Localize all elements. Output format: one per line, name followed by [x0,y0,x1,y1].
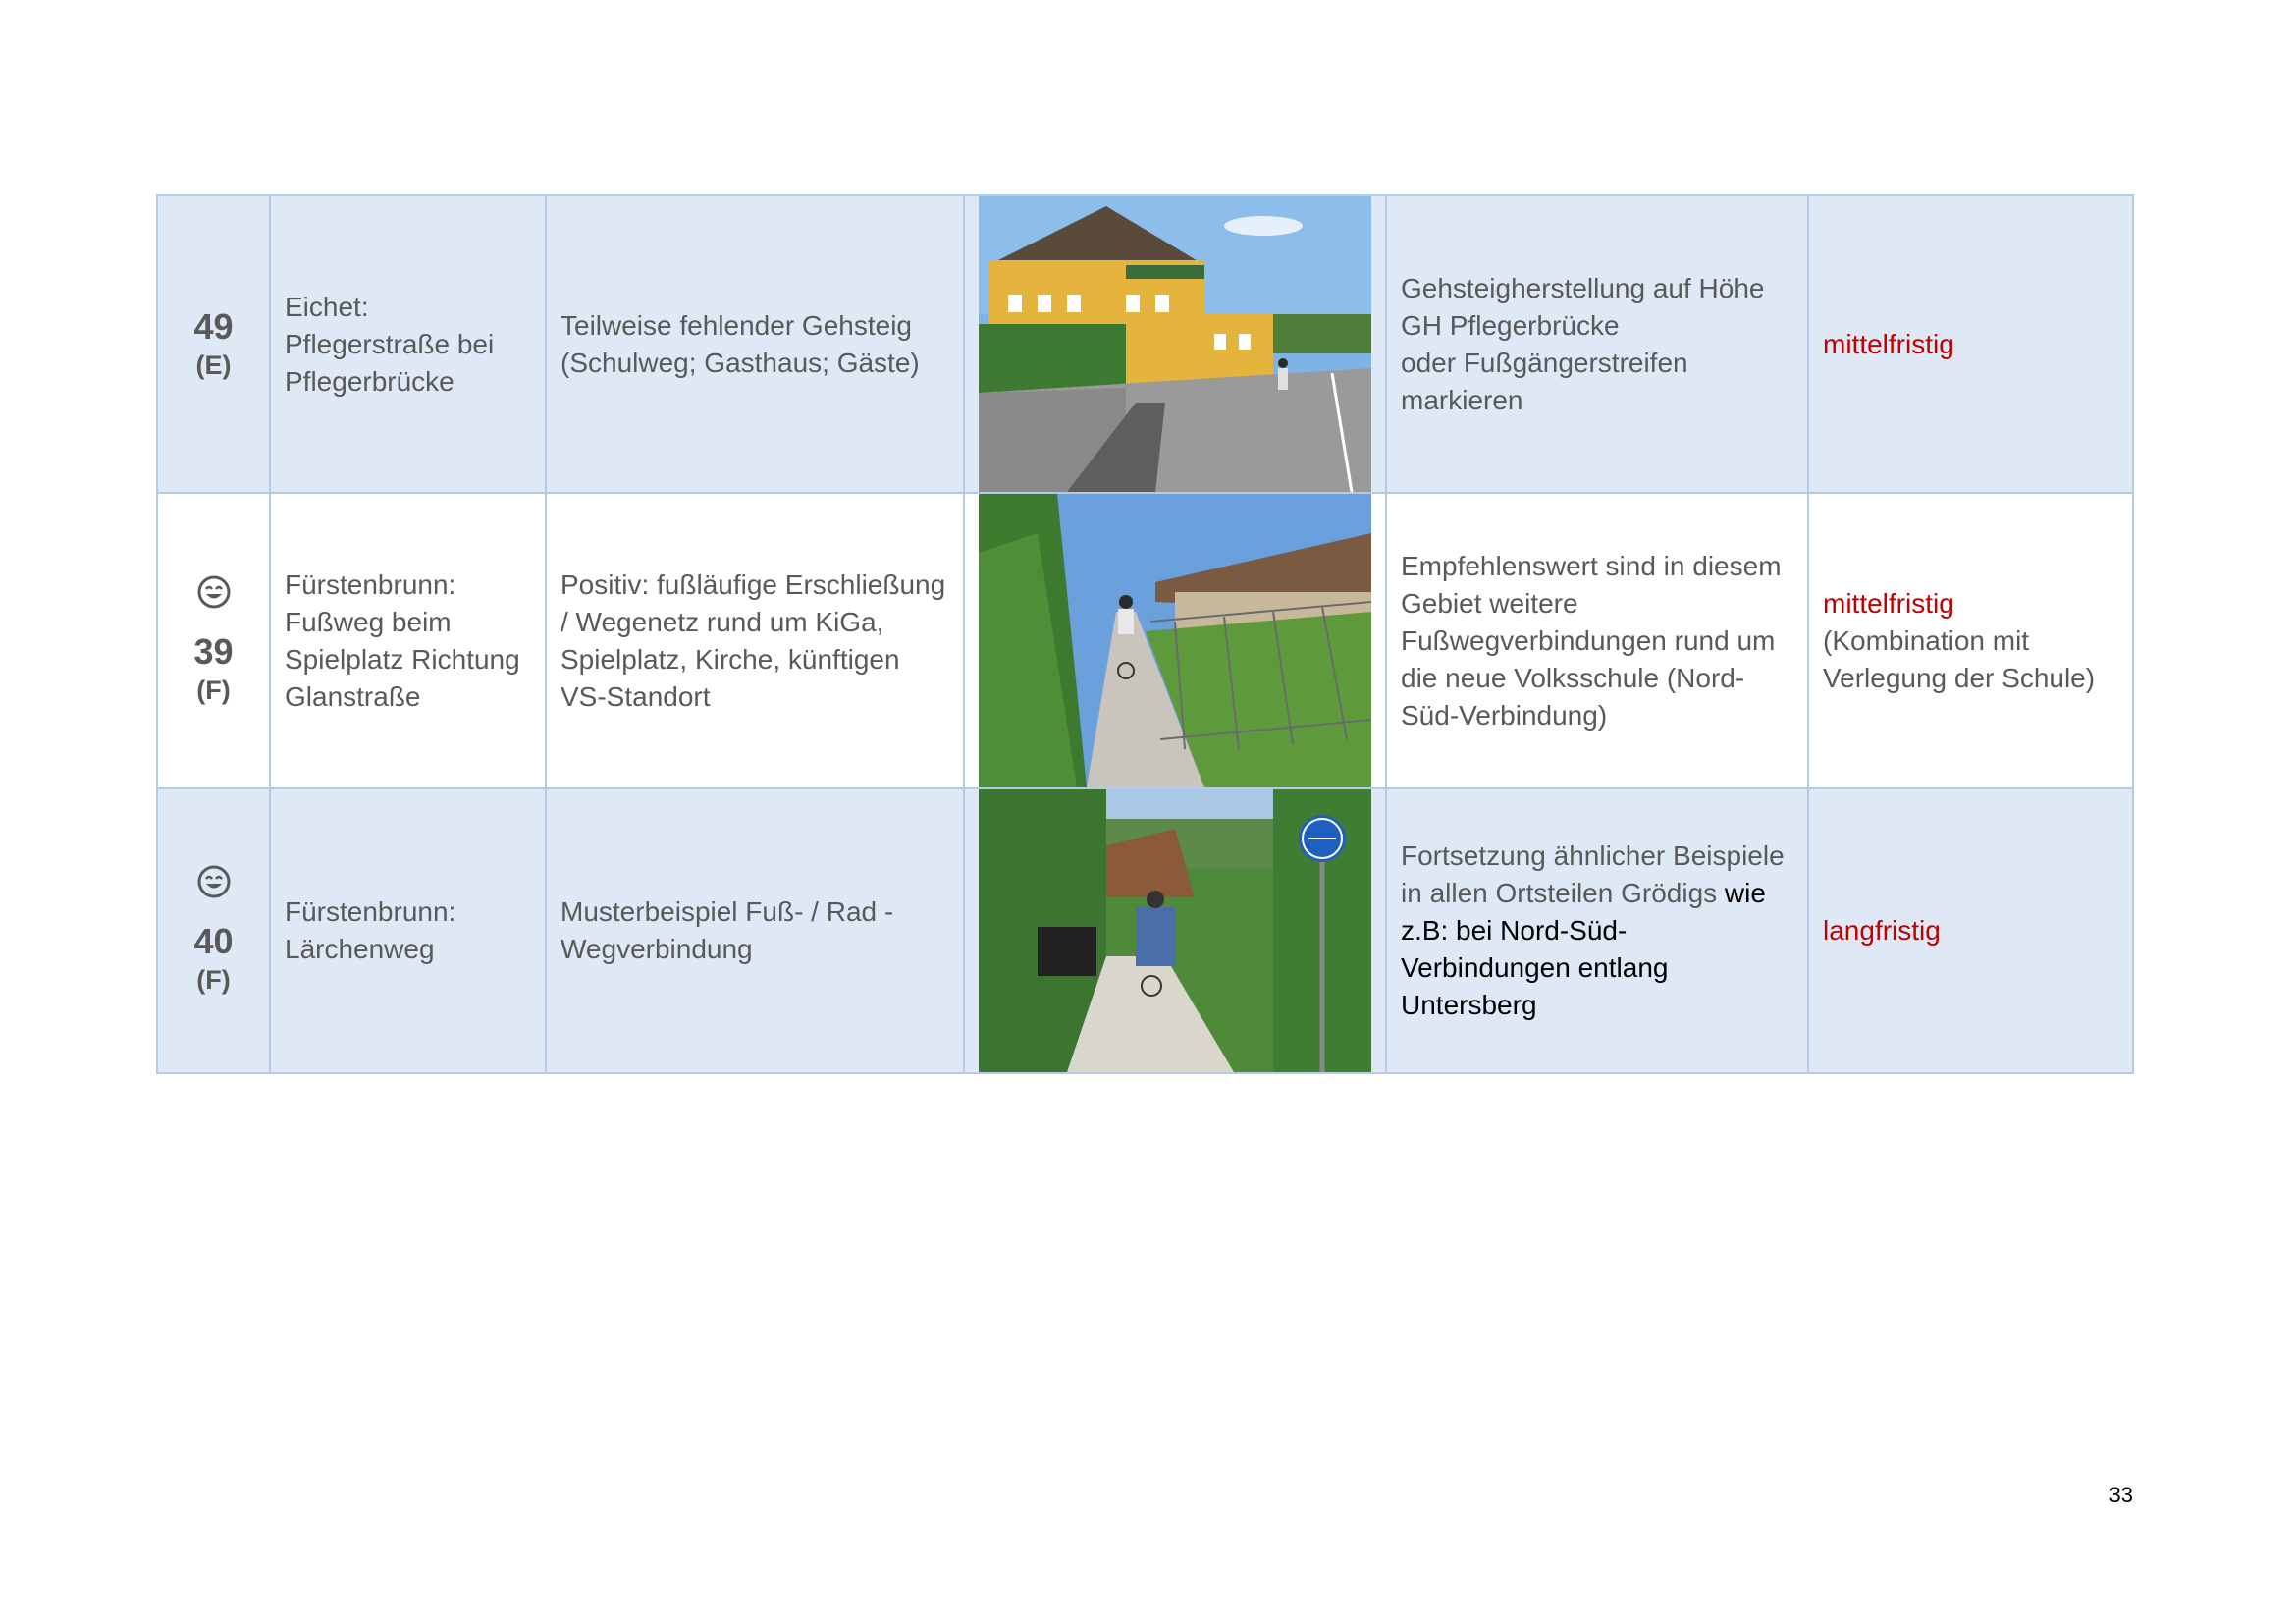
measure-line: Fortsetzung ähnlicher Beispiele [1401,840,1785,871]
location-line: Fußweg beim [285,606,452,637]
location-cell [270,493,546,788]
location-line: Lärchenweg [285,934,435,964]
photo-cell [964,788,1386,1073]
row-category: (F) [196,965,231,995]
number-cell [157,195,270,493]
photo-footpath-with-cyclist-icon [979,494,1371,787]
row-number: 40 [193,921,234,961]
measure-line: GH Pflegerbrücke [1401,309,1620,341]
timeframe-cell [1808,195,2133,493]
issue-line: / Wegenetz rund um KiGa, [561,606,884,637]
timeframe-label: mittelfristig [1823,587,1954,619]
measure-line: oder Fußgängerstreifen [1401,347,1688,378]
table-row [157,195,2133,493]
measures-table [156,194,2134,1074]
measure-line: Fußwegverbindungen rund um [1401,624,1776,656]
measure-cell [1386,788,1808,1073]
location-cell [270,788,546,1073]
location-line: Fürstenbrunn: [285,896,456,927]
issue-line: Teilweise fehlender Gehsteig [561,309,912,341]
issue-cell [546,788,964,1073]
smiley-icon [196,574,232,610]
measure-line: Verbindungen entlang [1401,952,1669,983]
measure-text: in allen Ortsteilen Grödigs [1401,878,1718,908]
issue-line: Wegverbindung [561,934,753,964]
issue-line: Spielplatz, Kirche, künftigen [561,643,900,675]
measure-line: markieren [1401,384,1523,415]
issue-line: VS-Standort [561,680,711,712]
smiley-icon [196,864,232,899]
measure-line: z.B: bei Nord-Süd- [1401,915,1628,946]
location-line: Eichet: [285,291,369,322]
measure-line: Gebiet weitere [1401,587,1578,619]
location-line: Pflegerbrücke [285,365,454,397]
measure-line: Empfehlenswert sind in diesem [1401,550,1782,581]
issue-line: (Schulweg; Gasthaus; Gäste) [561,347,920,378]
timeframe-note: Verlegung der Schule) [1823,662,2096,693]
measure-text-emphasis: wie [1717,878,1766,908]
photo-cell [964,195,1386,493]
row-number: 49 [193,305,234,347]
number-cell [157,493,270,788]
number-cell [157,788,270,1073]
row-category: (F) [196,675,231,705]
issue-line: Musterbeispiel Fuß- / Rad - [561,896,894,927]
timeframe-label: langfristig [1823,915,1941,946]
photo-shared-path-with-sign-icon [979,789,1371,1072]
page-number: 33 [2109,1483,2133,1507]
location-line: Fürstenbrunn: [285,568,456,600]
measure-line: die neue Volksschule (Nord- [1401,662,1745,693]
location-line: Glanstraße [285,680,421,712]
measure-line: Gehsteigherstellung auf Höhe [1401,272,1765,303]
location-line: Pflegerstraße bei [285,328,495,359]
table-row [157,493,2133,788]
row-category: (E) [195,350,232,380]
timeframe-cell [1808,788,2133,1073]
measure-line: Süd-Verbindung) [1401,699,1608,731]
timeframe-cell [1808,493,2133,788]
row-number: 39 [193,630,234,672]
measure-line [1401,875,1793,912]
photo-street-with-yellow-inn-icon [979,196,1371,492]
location-cell [270,195,546,493]
table-row [157,788,2133,1073]
measure-cell [1386,493,1808,788]
issue-line: Positiv: fußläufige Erschließung [561,568,946,600]
issue-cell [546,195,964,493]
measure-cell [1386,195,1808,493]
measure-line: Untersberg [1401,990,1537,1020]
timeframe-label: mittelfristig [1823,328,1954,359]
photo-cell [964,493,1386,788]
issue-cell [546,493,964,788]
location-line: Spielplatz Richtung [285,643,520,675]
timeframe-note: (Kombination mit [1823,624,2030,656]
